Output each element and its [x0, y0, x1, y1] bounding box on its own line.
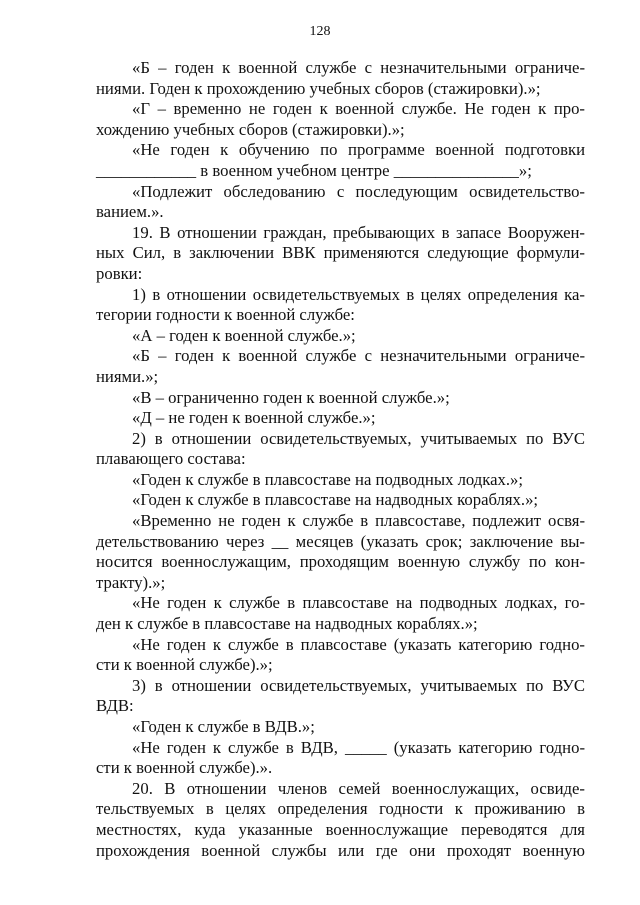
text-line: ных Сил, в заключении ВВК применяются следующие формули-: [96, 243, 585, 263]
text-line: «Не годен к обучению по программе военной подготовки: [132, 140, 585, 160]
text-line: ниями.»;: [96, 366, 159, 386]
text-line: тельствуемых в целях определения годности к проживанию в: [96, 799, 585, 819]
text-line: тегории годности к военной службе:: [96, 305, 355, 325]
text-line: 2) в отношении освидетельствуемых, учитываемых по ВУС: [132, 428, 585, 448]
text-line: «Не годен к службе в плавсоставе на подводных лодках, го-: [132, 593, 585, 613]
text-line: ден к службе в плавсоставе на надводных кораблях.»;: [96, 614, 478, 634]
text-line: «Подлежит обследованию с последующим освидетельство-: [132, 181, 585, 201]
page-number: 128: [309, 24, 331, 39]
text-line: «Г – временно не годен к военной службе. Не годен к про-: [132, 99, 585, 119]
text-line: плавающего состава:: [96, 449, 246, 469]
text-line: ____________ в военном учебном центре _______________»;: [96, 160, 532, 180]
text-line: «А – годен к военной службе.»;: [132, 325, 356, 345]
text-line: «Годен к службе в ВДВ.»;: [132, 717, 315, 736]
text-line: ниями. Годен к прохождению учебных сборов (стажировки).»;: [96, 78, 541, 98]
text-line: сти к военной службе).».: [96, 758, 273, 778]
text-line: хождению учебных сборов (стажировки).»;: [96, 119, 405, 139]
text-line: «Не годен к службе в плавсоставе (указать категорию годно-: [132, 634, 585, 654]
text-line: 3) в отношении освидетельствуемых, учитываемых по ВУС: [132, 675, 585, 695]
text-line: 1) в отношении освидетельствуемых в целях определения ка-: [132, 284, 585, 304]
text-line: «Временно не годен к службе в плавсоставе, подлежит освя-: [132, 511, 585, 531]
text-line: ровки:: [96, 263, 143, 283]
text-line: ВДВ:: [96, 696, 134, 716]
text-line: прохождения военной службы или где они проходят военную: [96, 840, 585, 860]
text-line: детельствованию через __ месяцев (указать срок; заключение вы-: [96, 531, 585, 551]
text-line: ванием.».: [96, 202, 164, 222]
text-line: местностях, куда указанные военнослужащие переводятся для: [96, 819, 585, 839]
text-line: «Б – годен к военной службе с незначительными ограниче-: [132, 58, 585, 77]
text-line: «Годен к службе в плавсоставе на подводных лодках.»;: [132, 469, 524, 489]
text-line: 20. В отношении членов семей военнослужащих, освиде-: [132, 778, 585, 798]
text-line: 19. В отношении граждан, пребывающих в запасе Вооружен-: [132, 222, 585, 242]
document-body: [96, 58, 585, 861]
text-line: «Д – не годен к военной службе.»;: [132, 408, 376, 428]
text-line: «Не годен к службе в ВДВ, _____ (указать категорию годно-: [132, 737, 585, 757]
text-line: сти к военной службе).»;: [96, 655, 273, 675]
body-text: [96, 58, 585, 861]
text-line: «Б – годен к военной службе с незначительными ограниче-: [132, 346, 585, 366]
text-line: носится военнослужащим, проходящим военную службу по кон-: [96, 552, 585, 572]
text-line: «В – ограниченно годен к военной службе.»;: [132, 387, 450, 407]
text-line: тракту).»;: [96, 572, 166, 592]
text-line: «Годен к службе в плавсоставе на надводных кораблях.»;: [132, 490, 539, 510]
